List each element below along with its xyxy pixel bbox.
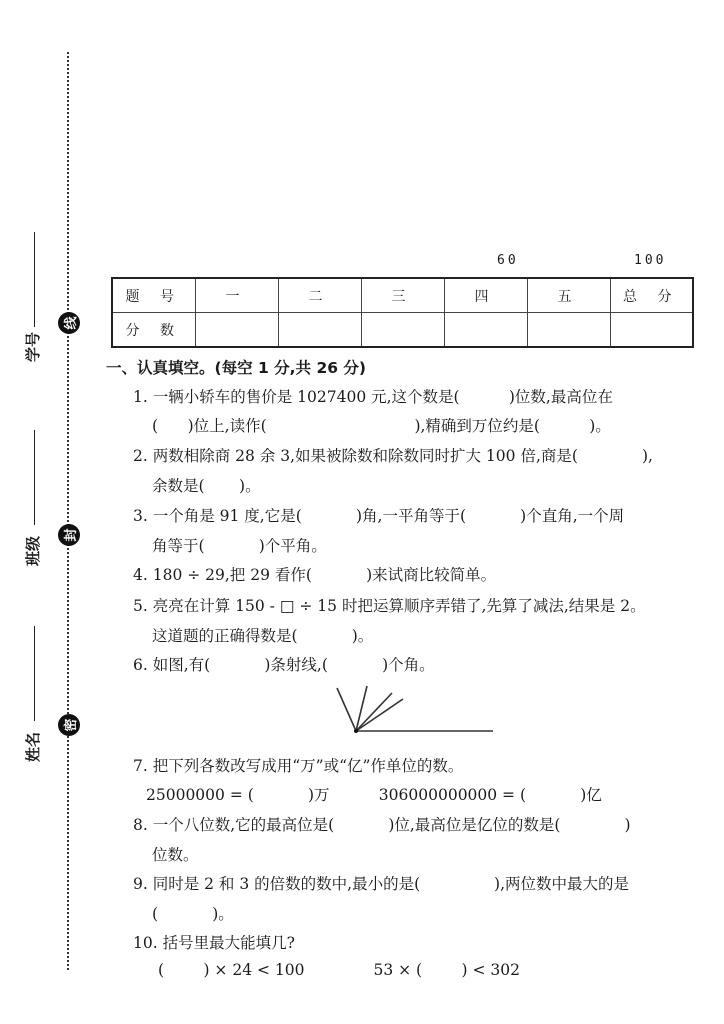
question-8-line-1: 8. 一个八位数,它的最高位是( )位,最高位是亿位的数是( ) xyxy=(133,816,631,834)
score-table xyxy=(111,277,694,348)
score-cell[interactable] xyxy=(195,313,278,348)
rays-figure xyxy=(330,680,500,735)
question-9-line-2: ( )。 xyxy=(152,905,234,923)
header-cell: 三 xyxy=(361,278,444,313)
score-table-header-row xyxy=(112,278,693,313)
score-cell[interactable] xyxy=(444,313,527,348)
question-5-line-1: 5. 亮亮在计算 150 - □ ÷ 15 时把运算顺序弄错了,先算了减法,结果是 2。 xyxy=(133,597,646,615)
question-5-line-2: 这道题的正确得数是( )。 xyxy=(152,627,374,645)
question-2-line-2: 余数是( )。 xyxy=(152,477,261,495)
question-7-line-1: 7. 把下列各数改写成用“万”或“亿”作单位的数。 xyxy=(133,757,464,775)
question-3-line-2: 角等于( )个平角。 xyxy=(152,537,327,555)
question-10-line-2: ( ) × 24 < 100 53 × ( ) < 302 xyxy=(158,961,520,979)
question-8-line-2: 位数。 xyxy=(152,846,199,864)
question-9-line-1: 9. 同时是 2 和 3 的倍数的数中,最小的是( ),两位数中最大的是 xyxy=(133,875,630,893)
score-table-score-row xyxy=(112,313,693,348)
class-write-line xyxy=(34,430,35,525)
header-cell: 总 分 xyxy=(610,278,693,313)
class-label: 班级 xyxy=(24,535,42,566)
question-1-line-1: 1. 一辆小轿车的售价是 1027400 元,这个数是( )位数,最高位在 xyxy=(133,388,613,406)
header-cell: 二 xyxy=(278,278,361,313)
name-label: 姓名 xyxy=(24,731,42,762)
name-write-line xyxy=(34,626,35,721)
seal-feng-icon: 封 xyxy=(58,524,80,546)
section-title: 一、认真填空。(每空 1 分,共 26 分) xyxy=(106,359,366,377)
seal-mi-icon: 密 xyxy=(58,714,80,736)
question-2-line-1: 2. 两数相除商 28 余 3,如果被除数和除数同时扩大 100 倍,商是( ), xyxy=(133,447,653,465)
question-7-line-2: 25000000 = ( )万 306000000000 = ( )亿 xyxy=(146,786,602,804)
student-id-label: 学号 xyxy=(24,331,42,362)
question-10-line-1: 10. 括号里最大能填几? xyxy=(133,934,295,952)
header-cell: 一 xyxy=(195,278,278,313)
score-annotation-60: 60 xyxy=(497,253,519,268)
question-3-line-1: 3. 一个角是 91 度,它是( )角,一平角等于( )个直角,一个周 xyxy=(133,507,625,525)
score-cell[interactable] xyxy=(610,313,693,348)
question-6-line-1: 6. 如图,有( )条射线,( )个角。 xyxy=(133,656,435,674)
seal-xian-icon: 线 xyxy=(58,312,80,334)
score-row-label: 分 数 xyxy=(112,313,195,348)
binding-dotted-line xyxy=(67,52,69,970)
score-cell[interactable] xyxy=(361,313,444,348)
question-1-line-2: ( )位上,读作( ),精确到万位约是( )。 xyxy=(152,417,611,435)
score-cell[interactable] xyxy=(278,313,361,348)
score-annotation-100: 100 xyxy=(634,253,667,268)
header-cell: 四 xyxy=(444,278,527,313)
question-4-line-1: 4. 180 ÷ 29,把 29 看作( )来试商比较简单。 xyxy=(133,566,497,584)
header-cell: 五 xyxy=(527,278,610,313)
score-cell[interactable] xyxy=(527,313,610,348)
student-id-write-line xyxy=(34,232,35,327)
header-cell: 题 号 xyxy=(112,278,195,313)
